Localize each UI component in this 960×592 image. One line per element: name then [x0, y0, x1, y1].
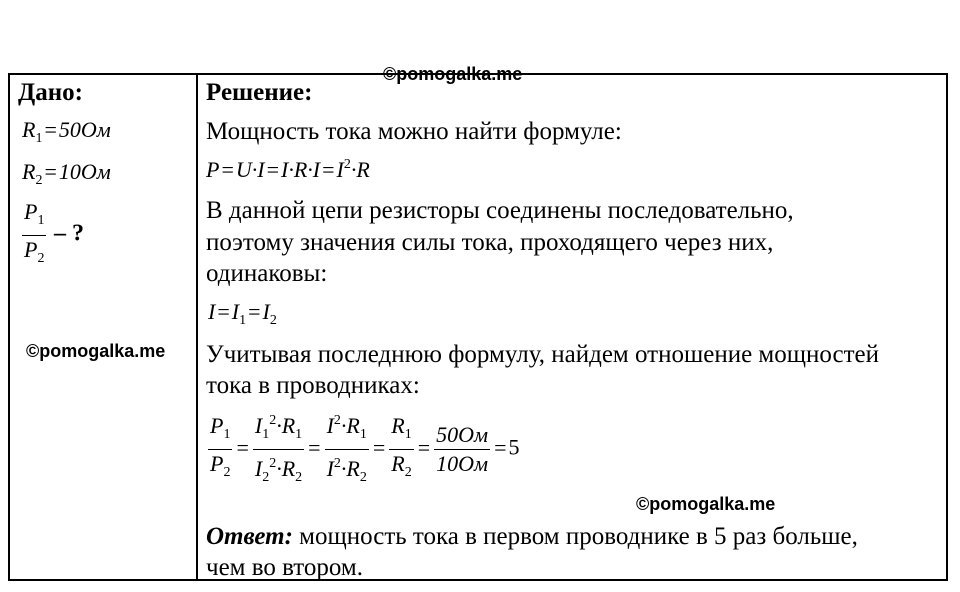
power-ratio-fraction: $\frac{P_1}{P_2}$: [24, 199, 45, 266]
watermark-top: ©pomogalka.me: [383, 64, 523, 84]
ratio-result: 5: [508, 434, 520, 460]
solution-para3-line2: тока в проводниках:: [206, 372, 420, 399]
fraction-r1-r2: $\frac{R_1}{R_2}$: [391, 413, 412, 480]
answer-label: Ответ:: [206, 523, 293, 550]
fraction-p1-p2: $\frac{P_1}{P_2}$: [210, 413, 231, 480]
formula-power-ratio: $\frac{P_1}{P_2}$ = $\frac{I_1^2\cdot R_1}{I_2^2\cdot R_2}$ = $\frac{I^2\cdot R_1}{I^2\cdot R_2}$ = $\frac{R_1}{R_2}$ = $\frac{50Ом}{10Ом}$ =5: [206, 409, 520, 490]
solution-para3-line1: Учитывая последнюю формулу, найдем отношение мощностей: [206, 341, 879, 368]
answer-line-2: чем во втором.: [206, 554, 363, 581]
given-r2: $R_2=10Ом$: [22, 159, 111, 188]
solution-para2-line2: поэтому значения силы тока, проходящего через них,: [206, 229, 774, 256]
given-heading: Дано:: [18, 79, 83, 106]
fraction-i-squared-r: $\frac{I_1^2\cdot R_1}{I_2^2\cdot R_2}$: [253, 409, 304, 490]
watermark-left: ©pomogalka.me: [26, 341, 166, 361]
solution-heading: Решение:: [206, 79, 313, 106]
fraction-values: $\frac{50Ом}{10Ом}$: [436, 422, 489, 476]
solution-para2-line3: одинаковы:: [206, 260, 328, 287]
answer-line-1: Ответ: мощность тока в первом проводнике в 5 раз больше,: [206, 523, 858, 550]
fraction-common-current: $\frac{I^2\cdot R_1}{I^2\cdot R_2}$: [325, 409, 369, 490]
given-r1: $R_1=50Ом$: [22, 117, 111, 146]
watermark-right: ©pomogalka.me: [636, 494, 776, 514]
column-divider: [196, 75, 198, 579]
given-unknown: $\frac{P_1}{P_2}$ – ?: [20, 200, 84, 271]
formula-current: $I=I_1=I_2$: [208, 299, 277, 328]
task-table: [8, 73, 948, 581]
solution-line-1: Мощность тока можно найти формуле:: [206, 118, 622, 145]
formula-power: $P=U\cdot I=I\cdot R\cdot I=I^2\cdot R$: [206, 157, 370, 182]
solution-para2-line1: В данной цепи резисторы соединены последовательно,: [206, 197, 794, 224]
